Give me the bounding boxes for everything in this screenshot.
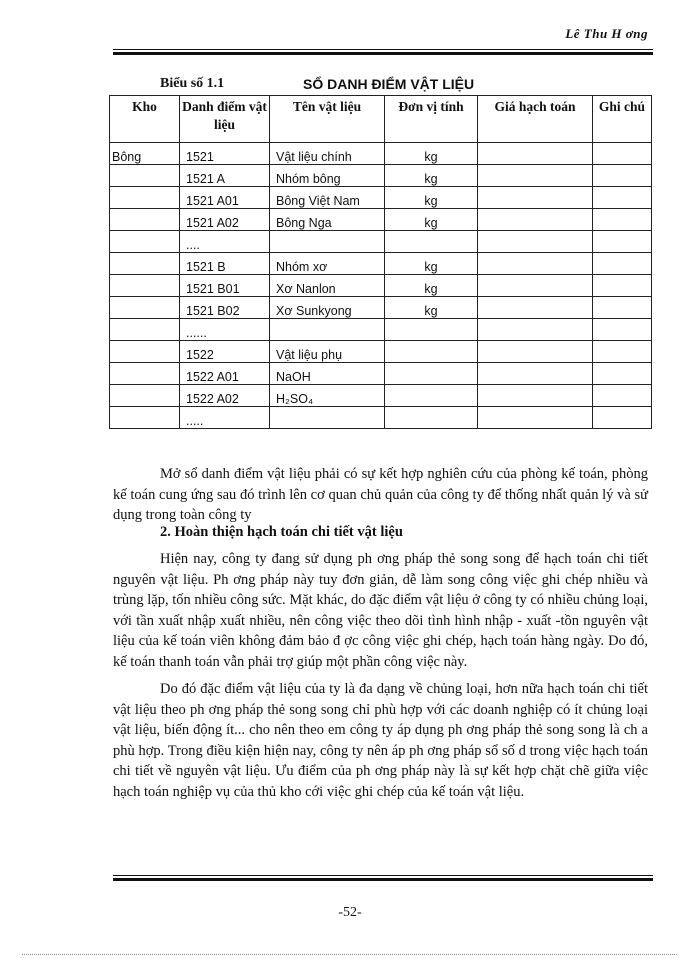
cell-warehouse: Bông	[110, 143, 180, 165]
cell-accounting-price	[478, 319, 593, 341]
cell-material-code: 1522	[180, 341, 270, 363]
page-number: -52-	[338, 905, 362, 920]
table-row	[110, 407, 652, 429]
col-header-accounting-price: Giá hạch toán	[478, 96, 593, 143]
cell-unit: kg	[385, 209, 478, 231]
cell-unit: kg	[385, 253, 478, 275]
table-row	[110, 275, 652, 297]
header-author: Lê Thu H ơng	[565, 26, 648, 41]
cell-warehouse	[110, 407, 180, 429]
cell-unit: kg	[385, 297, 478, 319]
cell-note	[593, 341, 652, 363]
table-row	[110, 165, 652, 187]
cell-note	[593, 143, 652, 165]
table-row	[110, 385, 652, 407]
cell-material-name	[270, 319, 385, 341]
paragraph-block-1	[113, 464, 648, 533]
footer-rule-thick	[113, 878, 653, 881]
cell-material-name: Vật liệu phụ	[270, 341, 385, 363]
cell-warehouse	[110, 341, 180, 363]
table-row	[110, 209, 652, 231]
col-header-note: Ghi chú	[593, 96, 652, 143]
cell-material-code: 1521 A02	[180, 209, 270, 231]
cell-accounting-price	[478, 165, 593, 187]
cell-material-name	[270, 407, 385, 429]
cell-note	[593, 385, 652, 407]
cell-note	[593, 165, 652, 187]
header-rule-thin	[113, 49, 653, 50]
cell-material-name: H₂SO₄	[270, 385, 385, 407]
cell-note	[593, 253, 652, 275]
paragraph: Do đó đặc điểm vật liệu của ty là đa dạng về chủng loại, hơn nữa hạch toán chi tiết vật liệu theo ph ơng pháp thẻ song song chỉ phù hợp với các doanh nghiệp có ít chủng loại vật liệu, biến động ít... cho nên theo em công ty áp dụng ph ơng pháp thẻ song song là ch a phù hợp. Trong điều kiện hiện nay, công ty nên áp ph ơng pháp sổ số d trong việc hạch toán chi tiết về nguyên vật liệu. Ưu điểm của ph ơng pháp này là sự kết hợp chặt chẽ giữa việc hạch toán nghiệp vụ của thủ kho cới việc ghi chép của kế toán vật liệu.	[113, 681, 648, 800]
cell-unit: kg	[385, 143, 478, 165]
col-header-material-name: Tên vật liệu	[270, 96, 385, 143]
table-label: Biểu số 1.1	[160, 76, 225, 91]
cell-warehouse	[110, 297, 180, 319]
cell-warehouse	[110, 187, 180, 209]
cell-material-code: 1522 A02	[180, 385, 270, 407]
cell-unit	[385, 231, 478, 253]
header-rule-thick	[113, 52, 653, 55]
cell-warehouse	[110, 385, 180, 407]
table-row	[110, 143, 652, 165]
cell-material-name: Vật liệu chính	[270, 143, 385, 165]
col-header-unit: Đơn vị tính	[385, 96, 478, 143]
page-bottom-border	[22, 954, 677, 955]
cell-accounting-price	[478, 407, 593, 429]
cell-material-name: NaOH	[270, 363, 385, 385]
table-row	[110, 187, 652, 209]
cell-material-code: 1521 A01	[180, 187, 270, 209]
cell-warehouse	[110, 209, 180, 231]
cell-material-name: Bông Nga	[270, 209, 385, 231]
cell-warehouse	[110, 319, 180, 341]
paragraph-block-2	[113, 549, 648, 809]
table-row	[110, 319, 652, 341]
cell-material-name	[270, 231, 385, 253]
cell-accounting-price	[478, 363, 593, 385]
cell-warehouse	[110, 253, 180, 275]
cell-warehouse	[110, 231, 180, 253]
cell-unit	[385, 341, 478, 363]
cell-unit	[385, 319, 478, 341]
cell-material-code: 1521 B01	[180, 275, 270, 297]
cell-note	[593, 275, 652, 297]
cell-note	[593, 297, 652, 319]
col-header-warehouse: Kho	[110, 96, 180, 143]
cell-material-code: ......	[180, 319, 270, 341]
cell-material-name: Bông Việt Nam	[270, 187, 385, 209]
table-title: SỔ DANH ĐIỂM VẬT LIỆU	[303, 76, 475, 92]
cell-material-code: ....	[180, 231, 270, 253]
cell-warehouse	[110, 165, 180, 187]
section-heading: 2. Hoàn thiện hạch toán chi tiết vật liệu	[160, 524, 403, 540]
cell-unit: kg	[385, 187, 478, 209]
cell-note	[593, 187, 652, 209]
cell-accounting-price	[478, 231, 593, 253]
cell-material-name: Xơ Sunkyong	[270, 297, 385, 319]
cell-accounting-price	[478, 187, 593, 209]
cell-material-name: Xơ Nanlon	[270, 275, 385, 297]
cell-material-code: 1521 B	[180, 253, 270, 275]
cell-unit	[385, 407, 478, 429]
cell-accounting-price	[478, 297, 593, 319]
cell-note	[593, 319, 652, 341]
cell-accounting-price	[478, 209, 593, 231]
cell-note	[593, 407, 652, 429]
cell-note	[593, 209, 652, 231]
cell-material-code: 1522 A01	[180, 363, 270, 385]
table-body	[110, 143, 652, 429]
cell-warehouse	[110, 363, 180, 385]
cell-unit: kg	[385, 165, 478, 187]
cell-material-code: 1521 A	[180, 165, 270, 187]
table-row	[110, 363, 652, 385]
footer-rule-thin	[113, 875, 653, 876]
cell-accounting-price	[478, 253, 593, 275]
cell-accounting-price	[478, 341, 593, 363]
cell-material-code: 1521	[180, 143, 270, 165]
col-header-material-code: Danh điểm vật liệu	[180, 96, 270, 143]
paragraph: Hiện nay, công ty đang sử dụng ph ơng pháp thẻ song song để hạch toán chi tiết nguyên vật liệu. Ph ơng pháp này tuy đơn giản, dễ làm song công việc ghi chép nhiều và trùng lặp, tốn nhiều công sức. Mặt khác, do đặc điểm vật liệu ở công ty có nhiều chủng loại, với tần xuất nhập xuất nhiều, nên công việc theo dõi tình hình nhập - xuất -tồn nguyên vật liệu của kế toán viên không đảm bảo đ ợc công việc ghi chép, hạch toán hàng ngày. Do đó, kế toán thanh toán vẫn phải trợ giúp một phần công việc này.	[113, 551, 648, 670]
cell-material-code: .....	[180, 407, 270, 429]
cell-accounting-price	[478, 385, 593, 407]
cell-material-name: Nhóm xơ	[270, 253, 385, 275]
cell-unit	[385, 363, 478, 385]
cell-unit	[385, 385, 478, 407]
cell-material-name: Nhóm bông	[270, 165, 385, 187]
material-code-table	[109, 95, 652, 429]
cell-accounting-price	[478, 143, 593, 165]
table-row	[110, 341, 652, 363]
cell-material-code: 1521 B02	[180, 297, 270, 319]
table-row	[110, 253, 652, 275]
cell-accounting-price	[478, 275, 593, 297]
table-row	[110, 231, 652, 253]
cell-unit: kg	[385, 275, 478, 297]
cell-note	[593, 363, 652, 385]
paragraph: Mở sổ danh điểm vật liệu phải có sự kết hợp nghiên cứu của phòng kế toán, phòng kế toán cung ứng sau đó trình lên cơ quan chủ quản của công ty để thống nhất quản lý và sử dụng trong toàn công ty	[113, 466, 648, 523]
table-row	[110, 297, 652, 319]
table-header-row	[110, 96, 652, 143]
cell-note	[593, 231, 652, 253]
cell-warehouse	[110, 275, 180, 297]
